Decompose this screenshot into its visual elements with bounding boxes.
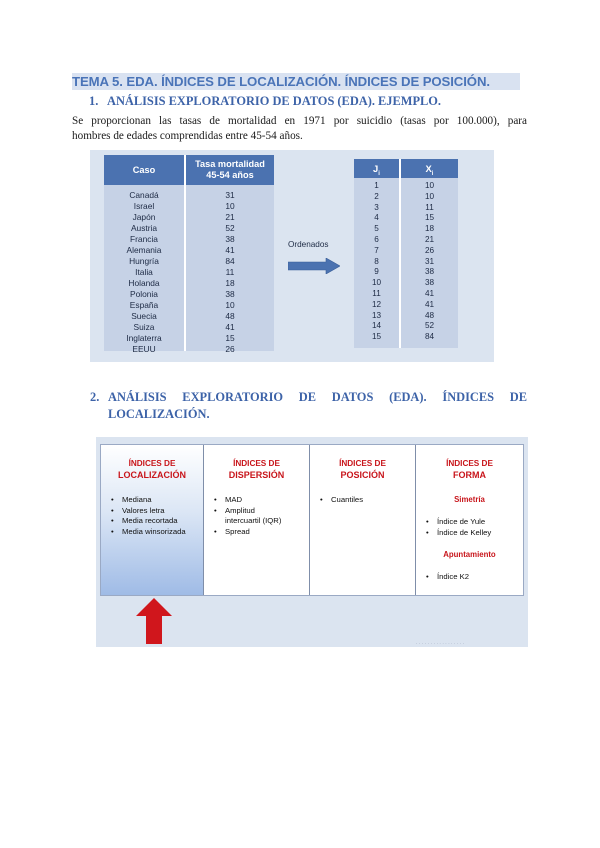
- intro-paragraph: [72, 114, 527, 144]
- rate-cell: 11: [225, 267, 235, 277]
- list-item: • Índice de Yule: [426, 517, 491, 528]
- panel-title: [204, 459, 309, 480]
- right-arrow-icon: [288, 258, 340, 274]
- section-2-title-line2: LOCALIZACIÓN.: [108, 407, 210, 421]
- panel-title: [416, 459, 523, 480]
- ordered-label: Ordenados: [288, 240, 329, 249]
- index-cell: 11: [372, 288, 381, 298]
- sorted-value-cell: 38: [424, 267, 435, 277]
- rate-cell: 18: [225, 278, 235, 288]
- index-cell: 3: [374, 202, 379, 212]
- panel-list: [426, 517, 491, 538]
- rate-cell: 31: [225, 190, 235, 200]
- rate-cell: 48: [225, 311, 235, 321]
- rate-cell: 38: [225, 234, 235, 244]
- sorted-value-cell: 21: [424, 234, 435, 244]
- sorted-value-cell: 10: [424, 191, 435, 201]
- list-item: • MAD: [214, 495, 281, 506]
- sorted-value-cell: 38: [424, 278, 435, 288]
- ordered-table: [354, 159, 458, 348]
- index-cell: 7: [374, 245, 379, 255]
- country-cell: Suecia: [131, 311, 157, 321]
- index-cell: 2: [374, 191, 379, 201]
- rate-cell: 38: [225, 289, 235, 299]
- rate-cell: 41: [225, 245, 235, 255]
- mortality-table: [104, 155, 274, 354]
- rate-cell: 41: [225, 322, 235, 332]
- paragraph-line-2: hombres de edades comprendidas entre 45-54 años.: [72, 130, 303, 142]
- mortality-figure: [90, 150, 494, 362]
- header-caso: Caso: [132, 165, 156, 175]
- panel-list: [320, 495, 363, 506]
- list-item: • Índice de Kelley: [426, 528, 491, 539]
- list-item: • Valores letra: [111, 506, 186, 517]
- section-2-number: 2.: [90, 390, 100, 404]
- index-cell: 13: [371, 310, 382, 320]
- country-cell: Hungría: [129, 256, 159, 266]
- rate-cell: 10: [225, 300, 235, 310]
- country-cell: Alemania: [126, 245, 162, 255]
- subtitle-apuntamiento: Apuntamiento: [443, 550, 496, 559]
- header-x-subscript: i: [431, 170, 434, 177]
- up-arrow-icon: [136, 598, 172, 644]
- rate-column: [186, 190, 274, 355]
- panel-list: [214, 495, 281, 537]
- header-tasa: [186, 159, 274, 181]
- rate-cell: 10: [225, 201, 235, 211]
- panel-title-line2: DISPERSIÓN: [228, 469, 285, 480]
- panel-title-line1: ÍNDICES DE: [128, 459, 176, 468]
- section-2-heading: [90, 389, 527, 423]
- panel-title-line1: ÍNDICES DE: [233, 459, 280, 468]
- panel-localizacion: [101, 445, 204, 595]
- sorted-value-cell: 41: [424, 288, 435, 298]
- mortality-table-header: [104, 155, 274, 185]
- panel-title-line2: FORMA: [453, 469, 486, 480]
- paragraph-line-1: Se proporcionan las tasas de mortalidad en 1971 por suicidio (tasas por 100.000), para: [72, 115, 527, 127]
- index-column: [354, 181, 399, 343]
- sorted-value-cell: 84: [424, 332, 435, 342]
- rate-cell: 26: [225, 344, 235, 354]
- index-cell: 14: [371, 321, 382, 331]
- indices-panels: [100, 444, 524, 596]
- list-item: • Amplitud: [214, 506, 281, 517]
- sorted-value-cell: 41: [424, 299, 435, 309]
- list-item: • Índice K2: [426, 572, 469, 583]
- section-2-title-line1: ANÁLISIS EXPLORATORIO DE DATOS (EDA). ÍNDICES DE: [108, 390, 527, 404]
- index-cell: 6: [374, 234, 379, 244]
- sorted-value-cell: 26: [424, 245, 435, 255]
- country-cell: Holanda: [128, 278, 160, 288]
- sorted-value-cell: 18: [424, 224, 435, 234]
- header-j-label: J: [373, 163, 379, 174]
- footer-caption: · · · · · · · · · · · · · · · · ·: [416, 642, 465, 646]
- country-column: [104, 190, 184, 355]
- panel-list: [111, 495, 186, 537]
- index-cell: 4: [374, 213, 379, 223]
- sorted-value-cell: 11: [425, 202, 434, 212]
- sorted-value-cell: 48: [424, 310, 435, 320]
- panel-title: [310, 459, 415, 480]
- country-cell: Japón: [132, 212, 156, 222]
- country-cell: EEUU: [132, 344, 156, 354]
- panel-dispersion: [204, 445, 310, 595]
- country-cell: Italia: [135, 267, 153, 277]
- section-1-number: 1.: [89, 94, 99, 108]
- index-cell: 1: [374, 181, 379, 190]
- index-cell: 9: [374, 267, 379, 277]
- page-title: TEMA 5. EDA. ÍNDICES DE LOCALIZACIÓN. ÍNDICES DE POSICIÓN.: [72, 73, 520, 90]
- index-cell: 12: [371, 299, 382, 309]
- list-item: • Mediana: [111, 495, 186, 506]
- sorted-value-cell: 10: [424, 181, 435, 190]
- index-cell: 10: [371, 278, 382, 288]
- rate-cell: 84: [225, 256, 235, 266]
- section-1-title: ANÁLISIS EXPLORATORIO DE DATOS (EDA). EJEMPLO.: [107, 94, 442, 108]
- ordered-table-header: [354, 159, 458, 178]
- header-tasa-line2: 45-54 años: [206, 170, 254, 180]
- panel-title-line2: LOCALIZACIÓN: [118, 469, 186, 480]
- country-cell: Canadá: [129, 190, 159, 200]
- panel-title-line1: ÍNDICES DE: [339, 459, 386, 468]
- rate-cell: 52: [225, 223, 235, 233]
- indices-figure: [96, 437, 528, 647]
- header-x-label: X: [425, 163, 432, 174]
- list-item: • Cuantiles: [320, 495, 363, 506]
- list-item: • Media winsorizada: [111, 527, 186, 538]
- sorted-value-cell: 15: [424, 213, 435, 223]
- country-cell: Israel: [133, 201, 155, 211]
- country-cell: Francia: [130, 234, 158, 244]
- rate-cell: 15: [225, 333, 235, 343]
- list-item-continuation: intercuartil (IQR): [225, 516, 282, 526]
- country-cell: Austria: [130, 223, 158, 233]
- index-cell: 5: [374, 224, 379, 234]
- index-cell: 8: [374, 256, 379, 266]
- list-item: • Media recortada: [111, 516, 186, 527]
- header-tasa-line1: Tasa mortalidad: [195, 159, 265, 169]
- panel-title-line1: ÍNDICES DE: [446, 459, 493, 468]
- country-cell: España: [129, 300, 159, 310]
- subtitle-simetria: Simetría: [454, 495, 485, 504]
- panel-forma: [416, 445, 523, 595]
- country-cell: Inglaterra: [126, 333, 162, 343]
- sorted-value-cell: 52: [424, 321, 435, 331]
- panel-title-line2: POSICIÓN: [340, 469, 385, 480]
- list-item: • Spread: [214, 527, 281, 538]
- panel-title: [101, 459, 203, 480]
- country-cell: Polonia: [130, 289, 158, 299]
- index-cell: 15: [371, 332, 382, 342]
- sorted-value-cell: 31: [424, 256, 435, 266]
- panel-list: [426, 572, 469, 583]
- section-1-heading: [89, 94, 441, 109]
- panel-posicion: [310, 445, 416, 595]
- header-j-subscript: i: [378, 170, 380, 177]
- country-cell: Suiza: [133, 322, 155, 332]
- sorted-value-column: [401, 181, 458, 343]
- rate-cell: 21: [225, 212, 235, 222]
